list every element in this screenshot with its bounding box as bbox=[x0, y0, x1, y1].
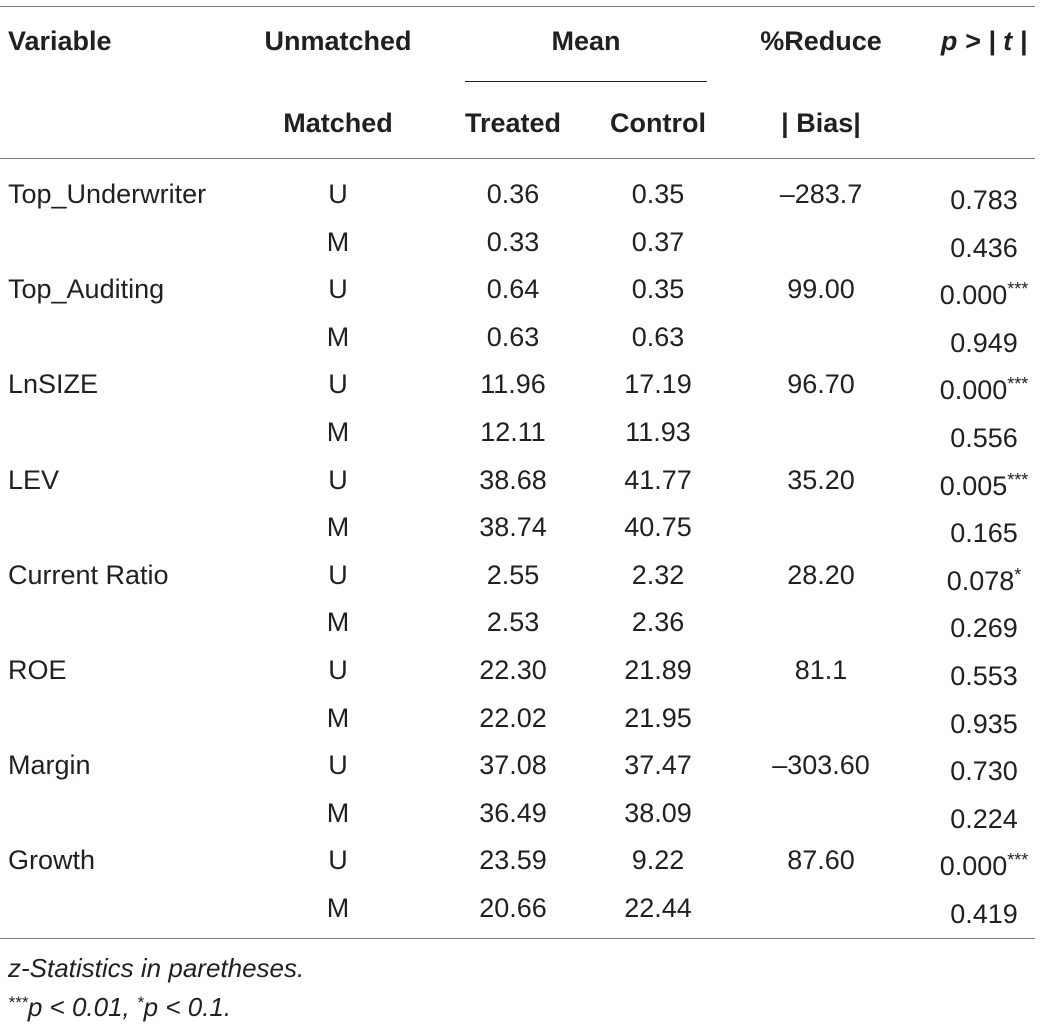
significance-stars: *** bbox=[1007, 470, 1029, 490]
cell-reduce-bias: –283.7 bbox=[779, 179, 863, 209]
cell-reduce-bias: 35.20 bbox=[787, 465, 855, 495]
cell-treated: 12.11 bbox=[480, 417, 546, 447]
cell-p-value bbox=[950, 892, 1018, 930]
cell-unmatched-matched: U bbox=[328, 369, 348, 399]
note-text-2: p < 0.1. bbox=[143, 992, 232, 1022]
top-rule bbox=[0, 6, 1035, 7]
significance-stars: *** bbox=[1007, 850, 1029, 870]
cell-treated: 0.33 bbox=[486, 227, 540, 257]
cell-control: 38.09 bbox=[624, 798, 692, 828]
p-value-text: 0.419 bbox=[950, 899, 1018, 929]
cell-p-value bbox=[950, 511, 1018, 549]
cell-unmatched-matched: U bbox=[328, 465, 348, 495]
cell-p-value bbox=[950, 654, 1018, 692]
cell-control: 21.95 bbox=[624, 703, 692, 733]
cell-unmatched-matched: U bbox=[328, 845, 348, 875]
header-bias: | Bias| bbox=[781, 108, 861, 138]
cell-p-value bbox=[950, 321, 1018, 359]
cell-control: 40.75 bbox=[624, 512, 692, 542]
cell-control: 0.63 bbox=[631, 322, 685, 352]
note-stars-2: * bbox=[137, 993, 144, 1012]
cell-p-value bbox=[940, 464, 1029, 502]
cell-control: 2.36 bbox=[631, 607, 685, 637]
cell-control: 37.47 bbox=[624, 750, 692, 780]
cell-treated: 22.30 bbox=[479, 655, 547, 685]
p-value-text: 0.224 bbox=[950, 804, 1018, 834]
cell-p-value bbox=[940, 368, 1029, 406]
cell-control: 11.93 bbox=[625, 417, 691, 447]
cell-p-value bbox=[950, 797, 1018, 835]
cell-unmatched-matched: U bbox=[328, 560, 348, 590]
cell-unmatched-matched: U bbox=[328, 655, 348, 685]
cell-unmatched-matched: M bbox=[326, 227, 350, 257]
cell-control: 2.32 bbox=[631, 560, 685, 590]
cell-treated: 37.08 bbox=[479, 750, 547, 780]
significance-stars: * bbox=[1014, 565, 1022, 585]
p-value-text: 0.553 bbox=[950, 661, 1018, 691]
cell-treated: 11.96 bbox=[480, 369, 546, 399]
cell-p-value bbox=[950, 749, 1018, 787]
cell-variable: ROE bbox=[8, 655, 67, 685]
cell-variable: LEV bbox=[8, 465, 60, 495]
bottom-rule bbox=[0, 938, 1035, 939]
header-reduce: %Reduce bbox=[760, 26, 882, 56]
p-value-text: 0.783 bbox=[950, 185, 1018, 215]
header-control: Control bbox=[610, 108, 706, 138]
cell-control: 0.35 bbox=[631, 179, 685, 209]
note-text-1: p < 0.01, bbox=[27, 992, 138, 1022]
cell-treated: 38.68 bbox=[479, 465, 547, 495]
cell-control: 0.35 bbox=[631, 274, 685, 304]
cell-variable: Growth bbox=[8, 845, 96, 875]
header-treated: Treated bbox=[464, 108, 562, 138]
header-unmatched: Unmatched bbox=[264, 26, 412, 56]
mean-underline bbox=[465, 81, 707, 82]
p-value-text: 0.269 bbox=[950, 613, 1018, 643]
cell-control: 9.22 bbox=[631, 845, 685, 875]
cell-variable: Current Ratio bbox=[8, 560, 169, 590]
cell-unmatched-matched: M bbox=[326, 703, 350, 733]
p-value-text: 0.000 bbox=[939, 280, 1008, 310]
header-mean: Mean bbox=[551, 26, 621, 56]
note-stars-1: *** bbox=[8, 993, 28, 1012]
cell-unmatched-matched: U bbox=[328, 274, 348, 304]
cell-p-value bbox=[950, 226, 1018, 264]
p-value-text: 0.730 bbox=[950, 756, 1018, 786]
cell-variable: Top_Auditing bbox=[8, 274, 165, 304]
cell-reduce-bias: 28.20 bbox=[787, 560, 855, 590]
cell-treated: 22.02 bbox=[479, 703, 547, 733]
cell-p-value bbox=[950, 702, 1018, 740]
cell-reduce-bias: 96.70 bbox=[787, 369, 855, 399]
significance-stars: *** bbox=[1007, 279, 1029, 299]
p-value-text: 0.436 bbox=[950, 233, 1018, 263]
p-value-text: 0.556 bbox=[950, 423, 1018, 453]
cell-control: 41.77 bbox=[624, 465, 692, 495]
cell-p-value bbox=[940, 844, 1029, 882]
cell-unmatched-matched: M bbox=[326, 798, 350, 828]
cell-unmatched-matched: M bbox=[326, 512, 350, 542]
cell-control: 0.37 bbox=[631, 227, 685, 257]
cell-treated: 20.66 bbox=[479, 893, 547, 923]
cell-treated: 38.74 bbox=[479, 512, 547, 542]
header-variable: Variable bbox=[8, 26, 112, 56]
cell-control: 17.19 bbox=[624, 369, 692, 399]
cell-reduce-bias: 87.60 bbox=[787, 845, 855, 875]
p-value-text: 0.000 bbox=[939, 851, 1008, 881]
cell-unmatched-matched: U bbox=[328, 179, 348, 209]
cell-reduce-bias: –303.60 bbox=[772, 750, 870, 780]
cell-p-value bbox=[940, 273, 1029, 311]
p-value-text: 0.165 bbox=[950, 518, 1018, 548]
cell-treated: 0.36 bbox=[486, 179, 540, 209]
cell-variable: Margin bbox=[8, 750, 91, 780]
cell-treated: 0.64 bbox=[486, 274, 540, 304]
cell-treated: 2.53 bbox=[486, 607, 540, 637]
p-value-text: 0.949 bbox=[950, 328, 1018, 358]
cell-variable: LnSIZE bbox=[8, 369, 99, 399]
cell-unmatched-matched: M bbox=[326, 607, 350, 637]
cell-control: 21.89 bbox=[624, 655, 692, 685]
cell-unmatched-matched: U bbox=[328, 750, 348, 780]
header-rule bbox=[0, 158, 1035, 159]
cell-p-value bbox=[950, 606, 1018, 644]
table-note: z-Statistics in paretheses. bbox=[8, 953, 305, 983]
p-value-text: 0.078 bbox=[946, 566, 1015, 596]
cell-control: 22.44 bbox=[624, 893, 692, 923]
cell-reduce-bias: 81.1 bbox=[794, 655, 848, 685]
cell-p-value bbox=[950, 178, 1018, 216]
header-matched: Matched bbox=[283, 108, 393, 138]
significance-note bbox=[8, 988, 231, 1022]
cell-unmatched-matched: M bbox=[326, 322, 350, 352]
cell-treated: 0.63 bbox=[486, 322, 540, 352]
cell-unmatched-matched: M bbox=[326, 893, 350, 923]
cell-reduce-bias: 99.00 bbox=[787, 274, 855, 304]
cell-treated: 2.55 bbox=[486, 560, 540, 590]
cell-treated: 23.59 bbox=[479, 845, 547, 875]
p-value-text: 0.935 bbox=[950, 709, 1018, 739]
cell-p-value bbox=[947, 559, 1022, 597]
cell-variable: Top_Underwriter bbox=[8, 179, 207, 209]
cell-unmatched-matched: M bbox=[326, 417, 350, 447]
p-value-text: 0.005 bbox=[939, 471, 1008, 501]
significance-stars: *** bbox=[1007, 374, 1029, 394]
cell-p-value bbox=[950, 416, 1018, 454]
header-p-value bbox=[941, 25, 1027, 57]
header-p-value-text: p > | t | bbox=[940, 26, 1028, 56]
cell-treated: 36.49 bbox=[479, 798, 547, 828]
p-value-text: 0.000 bbox=[939, 375, 1008, 405]
